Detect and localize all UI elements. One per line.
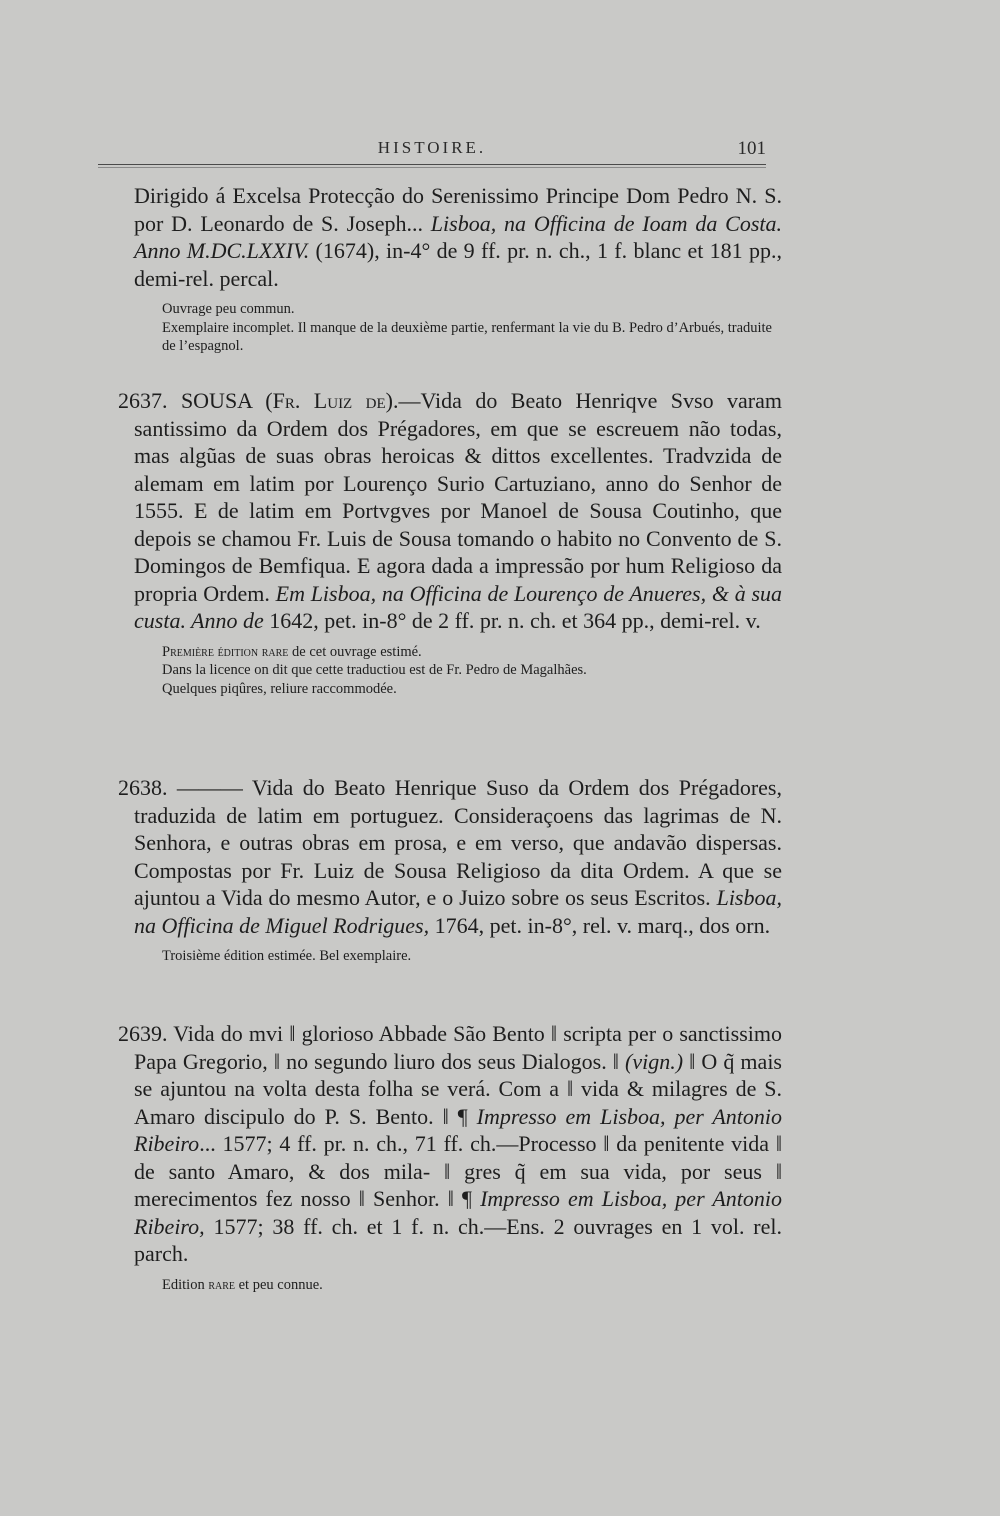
entry-note: Exemplaire incomplet. Il manque de la deuxième partie, renfermant la vie du B. Pedro d’Arbués, traduite de l’espagnol.: [162, 319, 772, 354]
entry-note: Ouvrage peu commun.: [162, 301, 295, 317]
page-number: 101: [737, 138, 766, 159]
entry-body: Dirigido á Excelsa Protecção do Serenissimo Principe Dom Pedro N. S. por D. Leonardo de S. Joseph... Lisboa, na Officina de Ioam da Costa. Anno M.DC.LXXIV. (1674), in-4° de 9 ff. pr. n. ch., 1 f. blanc et 181 pp., demi-rel. percal.: [134, 183, 782, 291]
entry-note: Quelques piqûres, reliure raccommodée.: [162, 680, 397, 697]
entry-2637: [118, 387, 783, 698]
entry-note: Dans la licence on dit que cette traductiou est de Fr. Pedro de Magalhães.: [162, 662, 587, 678]
entry-note: Première édition rare de cet ouvrage estimé.: [162, 643, 422, 660]
entry-body: Vida do mvi ‖ glorioso Abbade São Bento ‖ scripta per o sanctissimo Papa Gregorio, ‖ no segundo liuro dos seus Dialogos. ‖ (vign.) ‖ O q̃ mais se ajuntou na volta desta folha se verá. Com a ‖ vida & milagres de S. Amaro discipulo do P. S. Bento. ‖ ¶ Impresso em Lisboa, per Antonio Ribeiro... 1577; 4 ff. pr. n. ch., 71 ff. ch.—Processo ‖ da penitente vida ‖ de santo Amaro, & dos mila- ‖ gres q̃ em sua vida, por seus ‖ merecimentos fez nosso ‖ Senhor. ‖ ¶ Impresso em Lisboa, per Antonio Ribeiro, 1577; 38 ff. ch. et 1 f. n. ch.—Ens. 2 ouvrages en 1 vol. rel. parch.: [134, 1021, 783, 1266]
entry-2639: [118, 1020, 783, 1294]
entry-number: 2638.: [118, 775, 168, 800]
entry-2638: [118, 774, 782, 966]
entry-continued: [134, 182, 782, 356]
entry-number: 2639.: [118, 1021, 168, 1046]
entry-body: SOUSA (Fr. Luiz de).—Vida do Beato Henriqve Svso varam santissimo da Ordem dos Prégadores, em que se escreuem não todas, mas algũas de suas obras heroicas & dittos excellentes. Tradvzida de alemam em latim por Lourenço Surio Cartuziano, anno do Senhor de 1555. E de latim em Portvgves por Manoel de Sousa Coutinho, que depois se chamou Fr. Luis de Sousa tomando o habito no Convento de S. Domingos de Bemfiqua. E agora dada a impressão por hum Religioso da propria Ordem. Em Lisboa, na Officina de Lourenço de Anueres, & à sua custa. Anno de 1642, pet. in-8° de 2 ff. pr. n. ch. et 364 pp., demi-rel. v.: [134, 388, 783, 633]
entry-number: 2637.: [118, 388, 168, 413]
header-rule: [98, 164, 766, 165]
entry-note: Troisième édition estimée. Bel exemplaire.: [162, 948, 412, 964]
header-rule-secondary: [98, 167, 766, 168]
header-title: HISTOIRE.: [377, 138, 487, 157]
entry-note: Edition rare et peu connue.: [162, 1276, 323, 1293]
entry-body: ——— Vida do Beato Henrique Suso da Ordem dos Prégadores, traduzida de latim em portuguez. Consideraçoens das lagrimas de N. Senhora, e outras obras em prosa, e em verso, que andavão dispersas. Compostas por Fr. Luiz de Sousa Religioso da dita Ordem. A que se ajuntou a Vida do mesmo Autor, e o Juizo sobre os seus Escritos. Lisboa, na Officina de Miguel Rodrigues, 1764, pet. in-8°, rel. v. marq., dos orn.: [134, 775, 782, 938]
